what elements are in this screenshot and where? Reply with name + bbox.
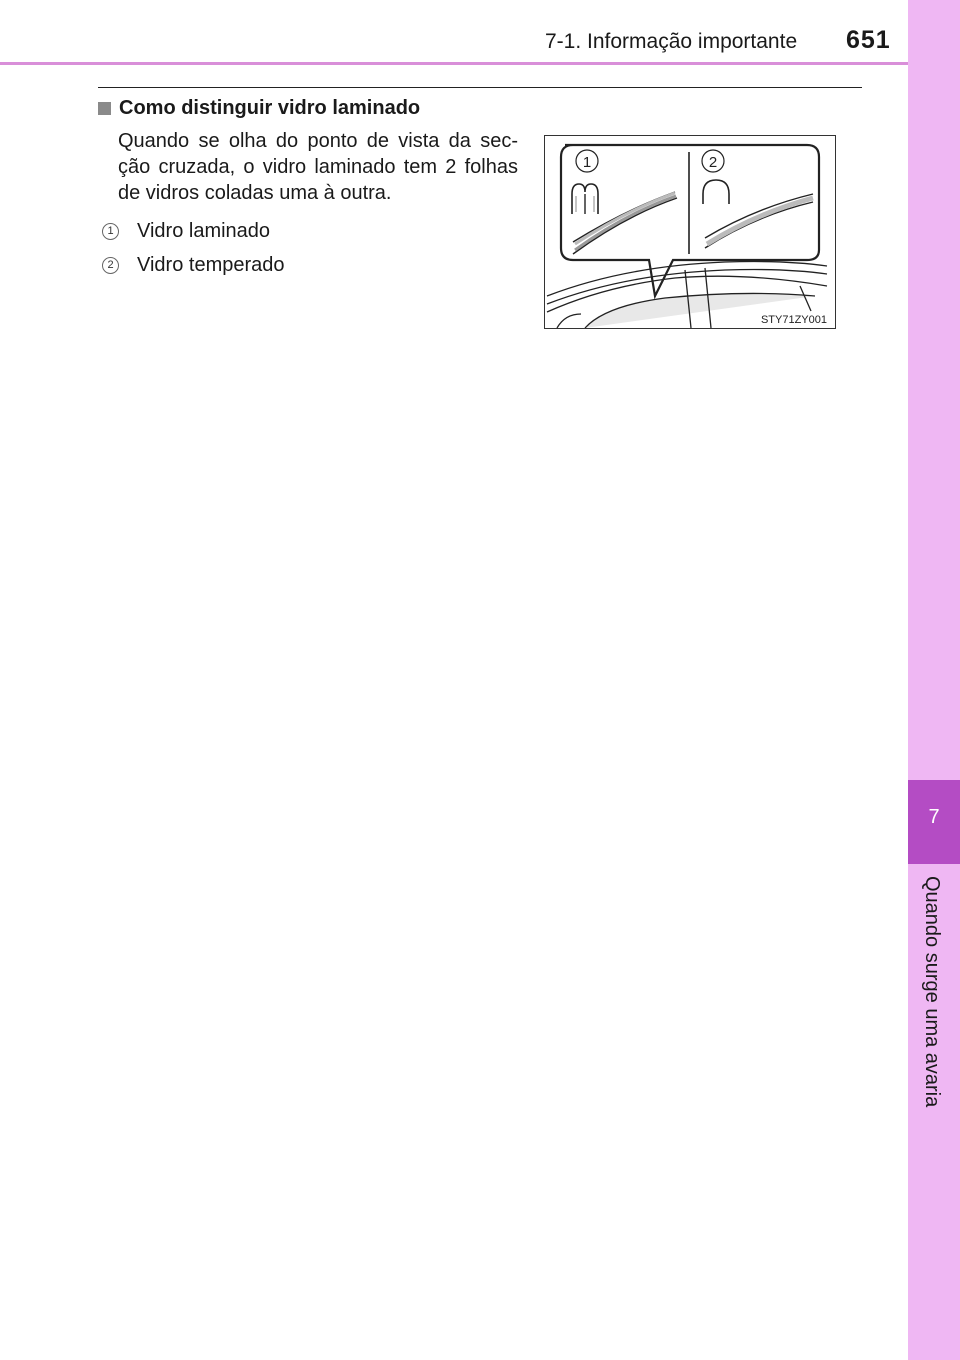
- legend-item: [100, 214, 285, 248]
- figure-code: STY71ZY001: [760, 314, 827, 326]
- running-head: 7-1. Informação importante: [545, 30, 798, 53]
- glass-illustration: [544, 135, 836, 329]
- number-badge-icon: 1: [102, 223, 119, 240]
- chapter-number: 7: [928, 806, 940, 828]
- legend-label: Vidro temperado: [137, 253, 285, 276]
- callout-bubble: [561, 145, 819, 296]
- square-bullet-icon: [98, 102, 111, 115]
- section-rule: [98, 87, 862, 88]
- number-badge-icon: 2: [102, 257, 119, 274]
- chapter-tab: [908, 780, 960, 864]
- side-strip: [908, 0, 960, 1360]
- legend-item: [100, 248, 285, 282]
- callout-2-label: 2: [708, 154, 718, 171]
- section-title-text: Como distinguir vidro laminado: [119, 97, 421, 119]
- car-glass-drawing: [545, 136, 835, 328]
- chapter-title: Quando surge uma avaria: [921, 876, 943, 1108]
- section-title: [98, 97, 420, 120]
- body-paragraph: Quando se olha do ponto de vista da sec-ção cruzada, o vidro laminado tem 2 folhas de vidros coladas uma à outra.: [118, 130, 518, 204]
- header-rule: [0, 62, 908, 65]
- page-number: 651: [846, 26, 891, 54]
- callout-1-label: 1: [582, 154, 592, 171]
- legend-label: Vidro laminado: [137, 219, 271, 242]
- legend: [100, 214, 285, 282]
